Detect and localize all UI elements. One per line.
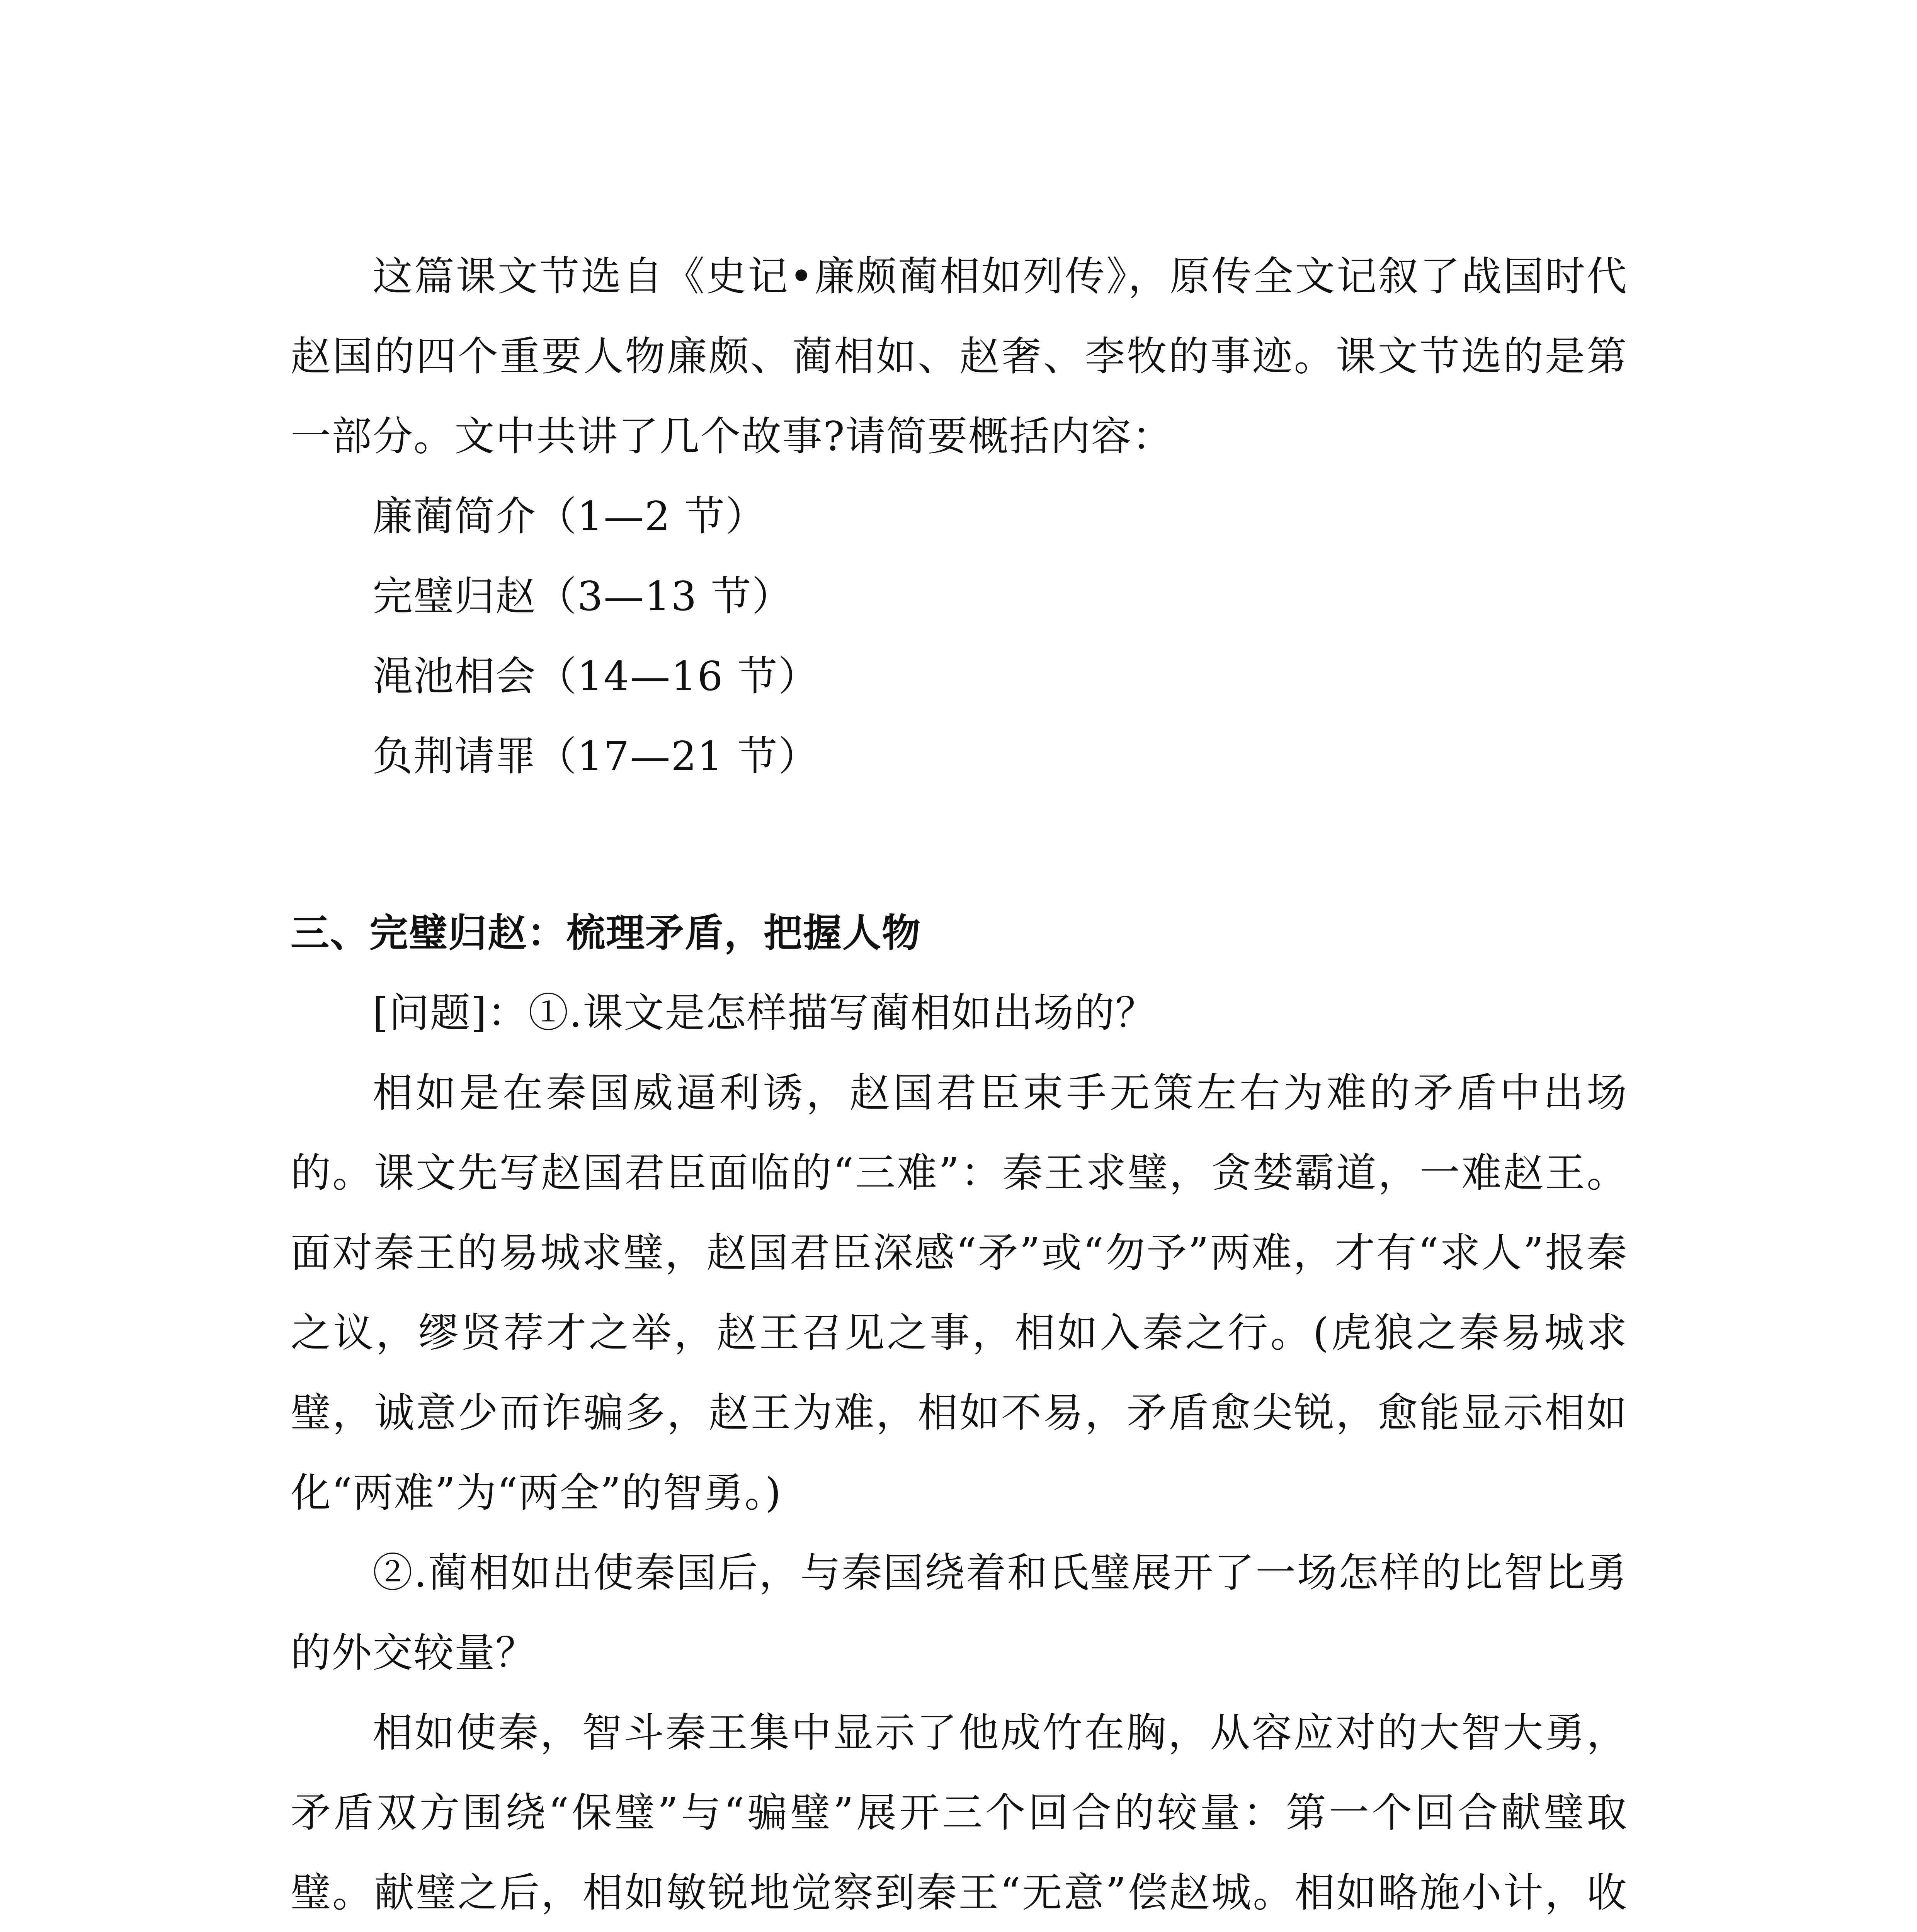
answer-one: 相如是在秦国威逼利诱，赵国君臣束手无策左右为难的矛盾中出场的。课文先写赵国君臣面临的“三难”：秦王求璧，贪婪霸道，一难赵王。面对秦王的易城求璧，赵国君臣深感“矛”或“勿予”两难，才有“求人”报秦之议，缪贤荐才之举，赵王召见之事，相如入秦之行。(虎狼之秦易城求璧，诚意少而诈骗多，赵王为难，相如不易，矛盾愈尖锐，愈能显示相如化“两难”为“两全”的智勇。)	[291, 1069, 1628, 1516]
outline-item: 完璧归赵（3—13 节）	[373, 573, 793, 620]
outline-item: 负荆请罪（17—21 节）	[373, 733, 819, 780]
question-one: [问题]：①.课文是怎样描写蔺相如出场的？	[373, 989, 1157, 1036]
section-heading: 三、完璧归赵：梳理矛盾，把握人物	[291, 910, 921, 956]
story-outline-list	[291, 476, 1628, 796]
answer-two-round-one: 相如使秦，智斗秦王集中显示了他成竹在胸，从容应对的大智大勇，矛盾双方围绕“保璧”与“骗璧”展开三个回合的较量：第一个回合献璧取璧。献璧之后，相如敏锐地觉察到秦王“无意”偿赵城。相如略施小计，收	[291, 1709, 1628, 1916]
section-spacer	[291, 796, 1628, 893]
page-content	[291, 236, 1628, 1932]
question-two: ②.蔺相如出使秦国后，与秦国绕着和氏璧展开了一场怎样的比智比勇的外交较量？	[291, 1549, 1628, 1676]
intro-paragraph: 这篇课文节选自《史记•廉颇蔺相如列传》，原传全文记叙了战国时代赵国的四个重要人物廉颇、蔺相如、赵奢、李牧的事迹。课文节选的是第一部分。文中共讲了几个故事?请简要概括内容：	[291, 253, 1628, 460]
outline-item: 渑池相会（14—16 节）	[373, 653, 819, 700]
outline-item: 廉蔺简介（1—2 节）	[373, 493, 767, 540]
